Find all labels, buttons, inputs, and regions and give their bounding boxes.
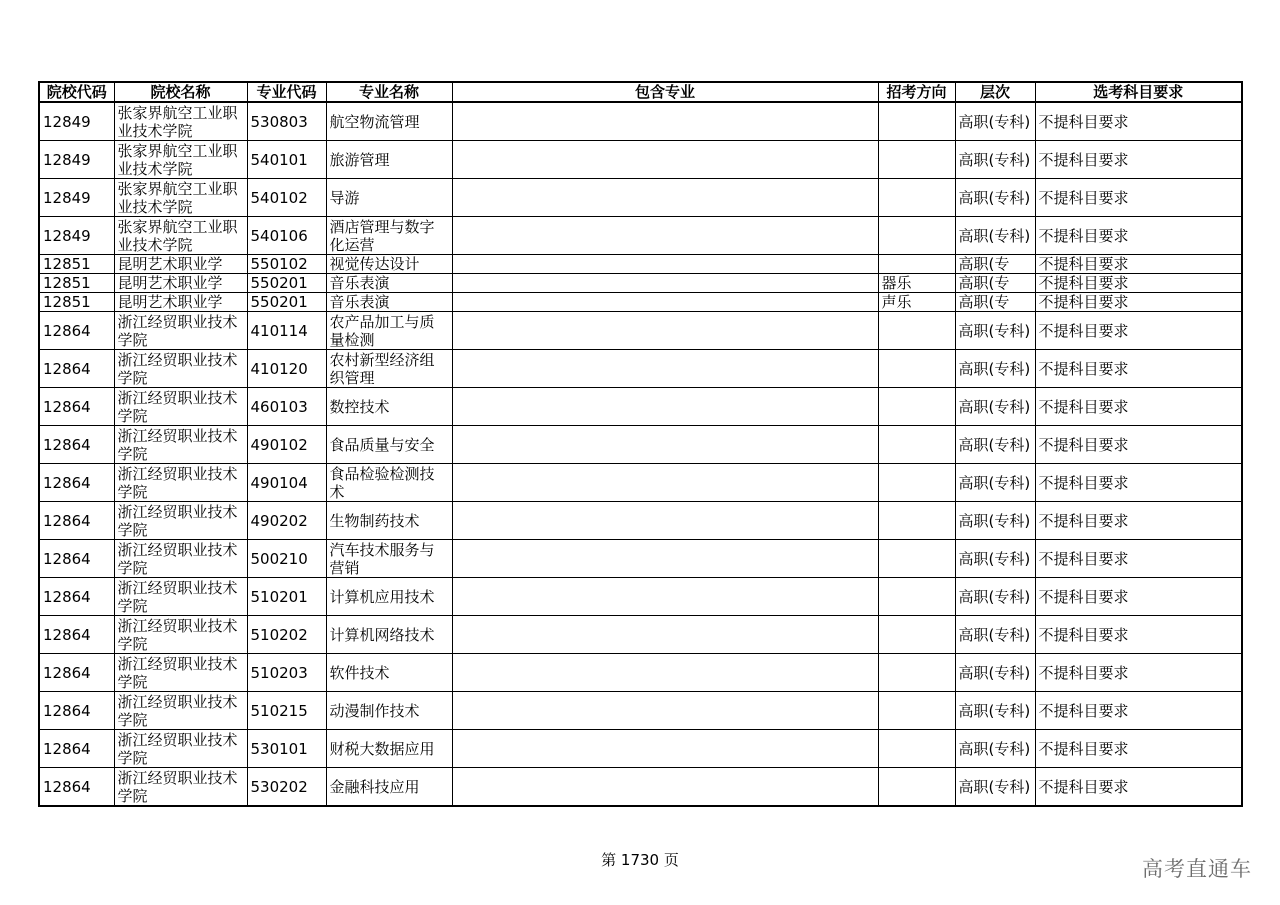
- table-row: [39, 692, 1242, 730]
- school-name-cell-text: 昆明艺术职业学: [117, 255, 223, 273]
- subject-requirement-cell: [1035, 255, 1242, 274]
- table-row: [39, 179, 1242, 217]
- major-code-cell: 490104: [247, 464, 326, 502]
- direction-cell: [878, 312, 955, 350]
- table-row: [39, 217, 1242, 255]
- major-code-cell: 530803: [247, 102, 326, 141]
- included-majors-cell: [452, 217, 878, 255]
- level-cell: 高职(专科): [955, 502, 1035, 540]
- major-code-cell: 500210: [247, 540, 326, 578]
- table-row: [39, 654, 1242, 692]
- major-name-cell: 汽车技术服务与营销: [326, 540, 452, 578]
- included-majors-cell: [452, 141, 878, 179]
- major-code-cell-text: 550102: [250, 255, 308, 273]
- school-name-cell-text: 昆明艺术职业学: [117, 274, 223, 292]
- direction-cell: [878, 692, 955, 730]
- major-name-cell: 航空物流管理: [326, 102, 452, 141]
- subject-requirement-cell: 不提科目要求: [1035, 654, 1242, 692]
- level-cell-text: 高职(专: [958, 293, 1010, 311]
- page-number: 第 1730 页: [601, 851, 679, 869]
- level-cell: [955, 274, 1035, 293]
- major-name-cell: 财税大数据应用: [326, 730, 452, 768]
- direction-cell: [878, 502, 955, 540]
- school-name-cell: 浙江经贸职业技术学院: [114, 654, 247, 692]
- school-name-cell: 浙江经贸职业技术学院: [114, 350, 247, 388]
- header-school-name: 院校名称: [114, 82, 247, 102]
- major-code-cell: 510202: [247, 616, 326, 654]
- school-name-cell: [114, 274, 247, 293]
- table-header: [39, 82, 1242, 102]
- level-cell: 高职(专科): [955, 312, 1035, 350]
- level-cell: 高职(专科): [955, 388, 1035, 426]
- school-name-cell: 浙江经贸职业技术学院: [114, 730, 247, 768]
- major-code-cell: [247, 255, 326, 274]
- included-majors-cell: [452, 255, 878, 274]
- header-level: 层次: [955, 82, 1035, 102]
- major-name-cell: 软件技术: [326, 654, 452, 692]
- major-code-cell: 540101: [247, 141, 326, 179]
- subject-requirement-cell: 不提科目要求: [1035, 502, 1242, 540]
- subject-requirement-cell: [1035, 293, 1242, 312]
- included-majors-cell: [452, 654, 878, 692]
- major-name-cell: 食品质量与安全: [326, 426, 452, 464]
- table-row: [39, 578, 1242, 616]
- direction-cell: [878, 464, 955, 502]
- major-name-cell: 动漫制作技术: [326, 692, 452, 730]
- table-row: [39, 540, 1242, 578]
- school-code-cell: 12849: [39, 217, 114, 255]
- school-code-cell: 12864: [39, 730, 114, 768]
- school-code-cell-text: 12851: [43, 274, 91, 292]
- table-row: [39, 141, 1242, 179]
- school-name-cell-text: 昆明艺术职业学: [117, 293, 223, 311]
- direction-cell: [878, 730, 955, 768]
- included-majors-cell: [452, 578, 878, 616]
- major-code-cell: [247, 274, 326, 293]
- header-major-name: 专业名称: [326, 82, 452, 102]
- direction-cell: [878, 102, 955, 141]
- school-code-cell: 12864: [39, 692, 114, 730]
- major-name-cell: [326, 255, 452, 274]
- school-code-cell: [39, 293, 114, 312]
- table-row: [39, 293, 1242, 312]
- subject-requirement-cell: 不提科目要求: [1035, 540, 1242, 578]
- table-row: [39, 730, 1242, 768]
- major-name-cell: 酒店管理与数字化运营: [326, 217, 452, 255]
- major-code-cell: [247, 293, 326, 312]
- included-majors-cell: [452, 350, 878, 388]
- major-code-cell: 410114: [247, 312, 326, 350]
- admissions-table: [38, 81, 1243, 807]
- major-name-cell: 农村新型经济组织管理: [326, 350, 452, 388]
- included-majors-cell: [452, 616, 878, 654]
- major-name-cell: [326, 274, 452, 293]
- subject-requirement-cell: 不提科目要求: [1035, 578, 1242, 616]
- direction-cell: [878, 274, 955, 293]
- subject-requirement-cell: 不提科目要求: [1035, 141, 1242, 179]
- major-name-cell-text: 音乐表演: [329, 293, 390, 311]
- major-name-cell: 旅游管理: [326, 141, 452, 179]
- direction-cell: [878, 654, 955, 692]
- direction-cell: [878, 217, 955, 255]
- major-code-cell: 540102: [247, 179, 326, 217]
- school-code-cell: 12864: [39, 426, 114, 464]
- school-code-cell: 12864: [39, 464, 114, 502]
- major-name-cell: 食品检验检测技术: [326, 464, 452, 502]
- school-code-cell: 12864: [39, 768, 114, 807]
- school-name-cell: 浙江经贸职业技术学院: [114, 616, 247, 654]
- level-cell: 高职(专科): [955, 616, 1035, 654]
- major-name-cell: 金融科技应用: [326, 768, 452, 807]
- included-majors-cell: [452, 179, 878, 217]
- direction-cell: [878, 768, 955, 807]
- subject-requirement-cell: 不提科目要求: [1035, 616, 1242, 654]
- subject-requirement-cell: 不提科目要求: [1035, 179, 1242, 217]
- major-name-cell: 农产品加工与质量检测: [326, 312, 452, 350]
- included-majors-cell: [452, 540, 878, 578]
- school-code-cell-text: 12851: [43, 255, 91, 273]
- subject-requirement-cell: [1035, 274, 1242, 293]
- school-code-cell: 12864: [39, 578, 114, 616]
- table-row: [39, 768, 1242, 807]
- major-name-cell-text: 视觉传达设计: [329, 255, 420, 273]
- header-school-code: 院校代码: [39, 82, 114, 102]
- included-majors-cell: [452, 274, 878, 293]
- table-row: [39, 464, 1242, 502]
- level-cell: 高职(专科): [955, 540, 1035, 578]
- level-cell: [955, 293, 1035, 312]
- school-name-cell: 浙江经贸职业技术学院: [114, 692, 247, 730]
- subject-requirement-cell: 不提科目要求: [1035, 426, 1242, 464]
- header-included-majors: 包含专业: [452, 82, 878, 102]
- header-direction: 招考方向: [878, 82, 955, 102]
- school-code-cell: 12849: [39, 102, 114, 141]
- included-majors-cell-text: [456, 255, 875, 273]
- major-name-cell: 数控技术: [326, 388, 452, 426]
- level-cell: 高职(专科): [955, 768, 1035, 807]
- direction-cell: [878, 578, 955, 616]
- direction-cell: [878, 540, 955, 578]
- subject-requirement-cell: 不提科目要求: [1035, 768, 1242, 807]
- level-cell: 高职(专科): [955, 692, 1035, 730]
- major-code-cell: 410120: [247, 350, 326, 388]
- major-name-cell-text: 音乐表演: [329, 274, 390, 292]
- major-name-cell: 生物制药技术: [326, 502, 452, 540]
- school-code-cell: 12849: [39, 179, 114, 217]
- table-row: [39, 350, 1242, 388]
- school-code-cell: 12864: [39, 312, 114, 350]
- included-majors-cell-text: [456, 293, 875, 311]
- school-name-cell: 张家界航空工业职业技术学院: [114, 102, 247, 141]
- major-code-cell: 490102: [247, 426, 326, 464]
- subject-requirement-cell: 不提科目要求: [1035, 388, 1242, 426]
- school-code-cell: 12864: [39, 654, 114, 692]
- school-code-cell: [39, 255, 114, 274]
- included-majors-cell-text: [456, 274, 875, 292]
- level-cell: 高职(专科): [955, 141, 1035, 179]
- included-majors-cell: [452, 102, 878, 141]
- school-code-cell-text: 12851: [43, 293, 91, 311]
- direction-cell: [878, 141, 955, 179]
- level-cell: 高职(专科): [955, 464, 1035, 502]
- included-majors-cell: [452, 312, 878, 350]
- level-cell: 高职(专科): [955, 730, 1035, 768]
- major-code-cell: 510203: [247, 654, 326, 692]
- level-cell: 高职(专科): [955, 578, 1035, 616]
- table-row: [39, 102, 1242, 141]
- header-major-code: 专业代码: [247, 82, 326, 102]
- level-cell: 高职(专科): [955, 102, 1035, 141]
- direction-cell: [878, 616, 955, 654]
- level-cell: 高职(专科): [955, 654, 1035, 692]
- table-row: [39, 274, 1242, 293]
- subject-requirement-cell: 不提科目要求: [1035, 312, 1242, 350]
- major-code-cell-text: 550201: [250, 293, 308, 311]
- included-majors-cell: [452, 502, 878, 540]
- major-name-cell: 导游: [326, 179, 452, 217]
- school-code-cell: 12864: [39, 350, 114, 388]
- table-row: [39, 616, 1242, 654]
- included-majors-cell: [452, 293, 878, 312]
- direction-cell: [878, 388, 955, 426]
- school-code-cell: 12864: [39, 388, 114, 426]
- included-majors-cell: [452, 388, 878, 426]
- school-name-cell: 浙江经贸职业技术学院: [114, 502, 247, 540]
- major-code-cell: 510215: [247, 692, 326, 730]
- direction-cell-text: [882, 255, 952, 273]
- subject-requirement-cell: 不提科目要求: [1035, 464, 1242, 502]
- major-code-cell: 490202: [247, 502, 326, 540]
- level-cell: [955, 255, 1035, 274]
- major-code-cell: 530202: [247, 768, 326, 807]
- school-name-cell: 浙江经贸职业技术学院: [114, 578, 247, 616]
- direction-cell-text: 器乐: [881, 274, 912, 292]
- school-name-cell: [114, 293, 247, 312]
- table-body: [39, 102, 1242, 806]
- school-name-cell: 浙江经贸职业技术学院: [114, 540, 247, 578]
- direction-cell-text: 声乐: [881, 293, 912, 311]
- subject-requirement-cell: 不提科目要求: [1035, 217, 1242, 255]
- major-code-cell-text: 550201: [250, 274, 308, 292]
- subject-requirement-cell: 不提科目要求: [1035, 102, 1242, 141]
- level-cell: 高职(专科): [955, 350, 1035, 388]
- school-code-cell: 12864: [39, 540, 114, 578]
- level-cell-text: 高职(专: [958, 274, 1010, 292]
- table-row: [39, 255, 1242, 274]
- school-name-cell: 浙江经贸职业技术学院: [114, 768, 247, 807]
- major-name-cell: [326, 293, 452, 312]
- subject-requirement-cell-text: 不提科目要求: [1038, 255, 1129, 273]
- major-code-cell: 460103: [247, 388, 326, 426]
- direction-cell: [878, 350, 955, 388]
- table-row: [39, 426, 1242, 464]
- direction-cell: [878, 179, 955, 217]
- direction-cell: [878, 255, 955, 274]
- subject-requirement-cell-text: 不提科目要求: [1038, 293, 1129, 311]
- included-majors-cell: [452, 692, 878, 730]
- subject-requirement-cell: 不提科目要求: [1035, 730, 1242, 768]
- school-name-cell: 浙江经贸职业技术学院: [114, 426, 247, 464]
- watermark-logo-text: 高考直通车: [1142, 857, 1252, 881]
- school-name-cell: [114, 255, 247, 274]
- school-code-cell: [39, 274, 114, 293]
- direction-cell: [878, 293, 955, 312]
- subject-requirement-cell: 不提科目要求: [1035, 350, 1242, 388]
- table-row: [39, 502, 1242, 540]
- subject-requirement-cell-text: 不提科目要求: [1038, 274, 1129, 292]
- school-code-cell: 12864: [39, 502, 114, 540]
- school-name-cell: 张家界航空工业职业技术学院: [114, 179, 247, 217]
- school-name-cell: 浙江经贸职业技术学院: [114, 312, 247, 350]
- header-subject-requirement: 选考科目要求: [1035, 82, 1242, 102]
- level-cell-text: 高职(专: [958, 255, 1010, 273]
- direction-cell: [878, 426, 955, 464]
- included-majors-cell: [452, 426, 878, 464]
- included-majors-cell: [452, 768, 878, 807]
- included-majors-cell: [452, 464, 878, 502]
- school-name-cell: 浙江经贸职业技术学院: [114, 388, 247, 426]
- included-majors-cell: [452, 730, 878, 768]
- major-name-cell: 计算机网络技术: [326, 616, 452, 654]
- table-row: [39, 388, 1242, 426]
- subject-requirement-cell: 不提科目要求: [1035, 692, 1242, 730]
- major-code-cell: 540106: [247, 217, 326, 255]
- school-code-cell: 12849: [39, 141, 114, 179]
- school-name-cell: 张家界航空工业职业技术学院: [114, 217, 247, 255]
- school-name-cell: 张家界航空工业职业技术学院: [114, 141, 247, 179]
- major-code-cell: 510201: [247, 578, 326, 616]
- level-cell: 高职(专科): [955, 426, 1035, 464]
- level-cell: 高职(专科): [955, 217, 1035, 255]
- table-row: [39, 312, 1242, 350]
- school-name-cell: 浙江经贸职业技术学院: [114, 464, 247, 502]
- school-code-cell: 12864: [39, 616, 114, 654]
- major-code-cell: 530101: [247, 730, 326, 768]
- major-name-cell: 计算机应用技术: [326, 578, 452, 616]
- level-cell: 高职(专科): [955, 179, 1035, 217]
